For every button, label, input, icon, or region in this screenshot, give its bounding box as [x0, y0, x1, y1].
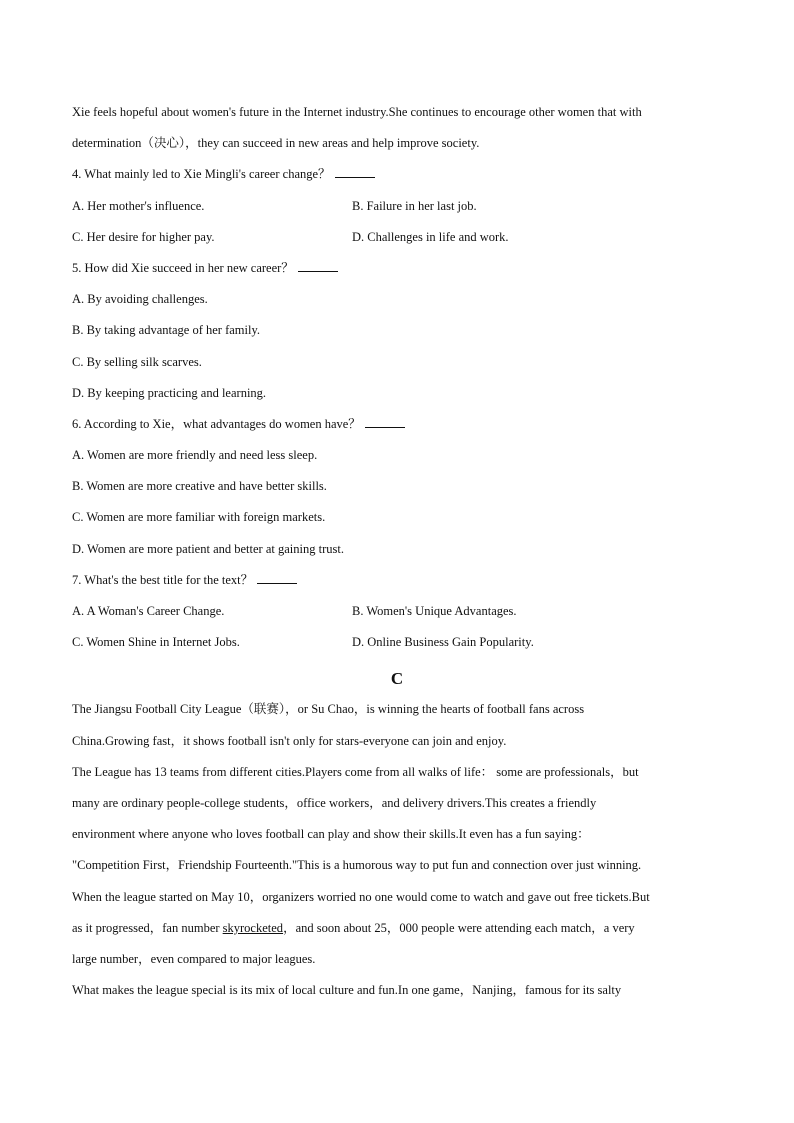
question-7-options-row-1 [72, 600, 722, 631]
passage-b-line-2: determination（决心），they can succeed in new areas and help improve society. [72, 136, 480, 151]
question-4-options-row-2 [72, 226, 722, 257]
q7-option-d[interactable]: D. Online Business Gain Popularity. [352, 635, 534, 650]
q5-option-b[interactable]: B. By taking advantage of her family. [72, 323, 261, 338]
q6-option-a[interactable]: A. Women are more friendly and need less sleep. [72, 448, 318, 463]
question-4-options-row-1 [72, 195, 722, 226]
section-c-line-5: environment where anyone who loves football can play and show their skills.It even has a fun saying： [72, 827, 590, 842]
section-c-line-6: "Competition First，Friendship Fourteenth."This is a humorous way to put fun and connection over just winning. [72, 858, 642, 873]
document-page [72, 101, 722, 1010]
q5-option-d[interactable]: D. By keeping practicing and learning. [72, 385, 267, 400]
q4-option-b[interactable]: B. Failure in her last job. [352, 198, 477, 213]
section-c-title: C [390, 669, 404, 689]
underlined-word-skyrocketed: skyrocketed [222, 920, 284, 935]
section-c-line-9: large number，even compared to major leagues. [72, 951, 316, 966]
section-c-line-10: What makes the league special is its mix of local culture and fun.In one game，Nanjing，famous for its salty [72, 983, 622, 998]
passage-b-line-1: Xie feels hopeful about women's future in the Internet industry.She continues to encourage other women that with [72, 105, 642, 119]
answer-blank-7[interactable] [257, 571, 297, 584]
q7-option-b[interactable]: B. Women's Unique Advantages. [352, 604, 517, 618]
q6-option-c[interactable]: C. Women are more familiar with foreign markets. [72, 510, 326, 525]
q4-option-a[interactable]: A. Her mother's influence. [72, 198, 205, 213]
q7-option-a[interactable]: A. A Woman's Career Change. [72, 604, 225, 618]
q5-option-c[interactable]: C. By selling silk scarves. [72, 354, 202, 369]
section-c-line-4: many are ordinary people-college students，office workers，and delivery drivers.This creates a friendly [72, 795, 597, 810]
section-c-line-1: The Jiangsu Football City League（联赛），or Su Chao，is winning the hearts of football fans across [72, 702, 585, 717]
question-6-stem: 6. According to Xie，what advantages do women have？ [72, 413, 722, 444]
question-7-options-row-2 [72, 631, 722, 662]
section-c-line-7: When the league started on May 10，organizers worried no one would come to watch and gave out free tickets.But [72, 889, 650, 904]
question-7-stem: 7. What's the best title for the text？ [72, 569, 722, 600]
q4-option-d[interactable]: D. Challenges in life and work. [352, 229, 509, 244]
q4-option-c[interactable]: C. Her desire for higher pay. [72, 229, 215, 244]
section-c-line-8: as it progressed，fan number skyrocketed，and soon about 25，000 people were attending each match，a very [72, 920, 635, 935]
section-c-line-3: The League has 13 teams from different cities.Players come from all walks of life： some are professionals，but [72, 764, 639, 779]
question-5-stem: 5. How did Xie succeed in her new career？ [72, 257, 722, 288]
q5-option-a[interactable]: A. By avoiding challenges. [72, 292, 208, 307]
answer-blank-5[interactable] [298, 259, 338, 272]
q7-option-c[interactable]: C. Women Shine in Internet Jobs. [72, 635, 240, 650]
section-c-line-2: China.Growing fast，it shows football isn't only for stars-everyone can join and enjoy. [72, 733, 507, 748]
q6-option-b[interactable]: B. Women are more creative and have better skills. [72, 479, 327, 494]
answer-blank-6[interactable] [365, 415, 405, 428]
answer-blank-4[interactable] [335, 165, 375, 178]
q6-option-d[interactable]: D. Women are more patient and better at gaining trust. [72, 541, 344, 556]
question-4-stem: 4. What mainly led to Xie Mingli's career change？ [72, 163, 722, 194]
